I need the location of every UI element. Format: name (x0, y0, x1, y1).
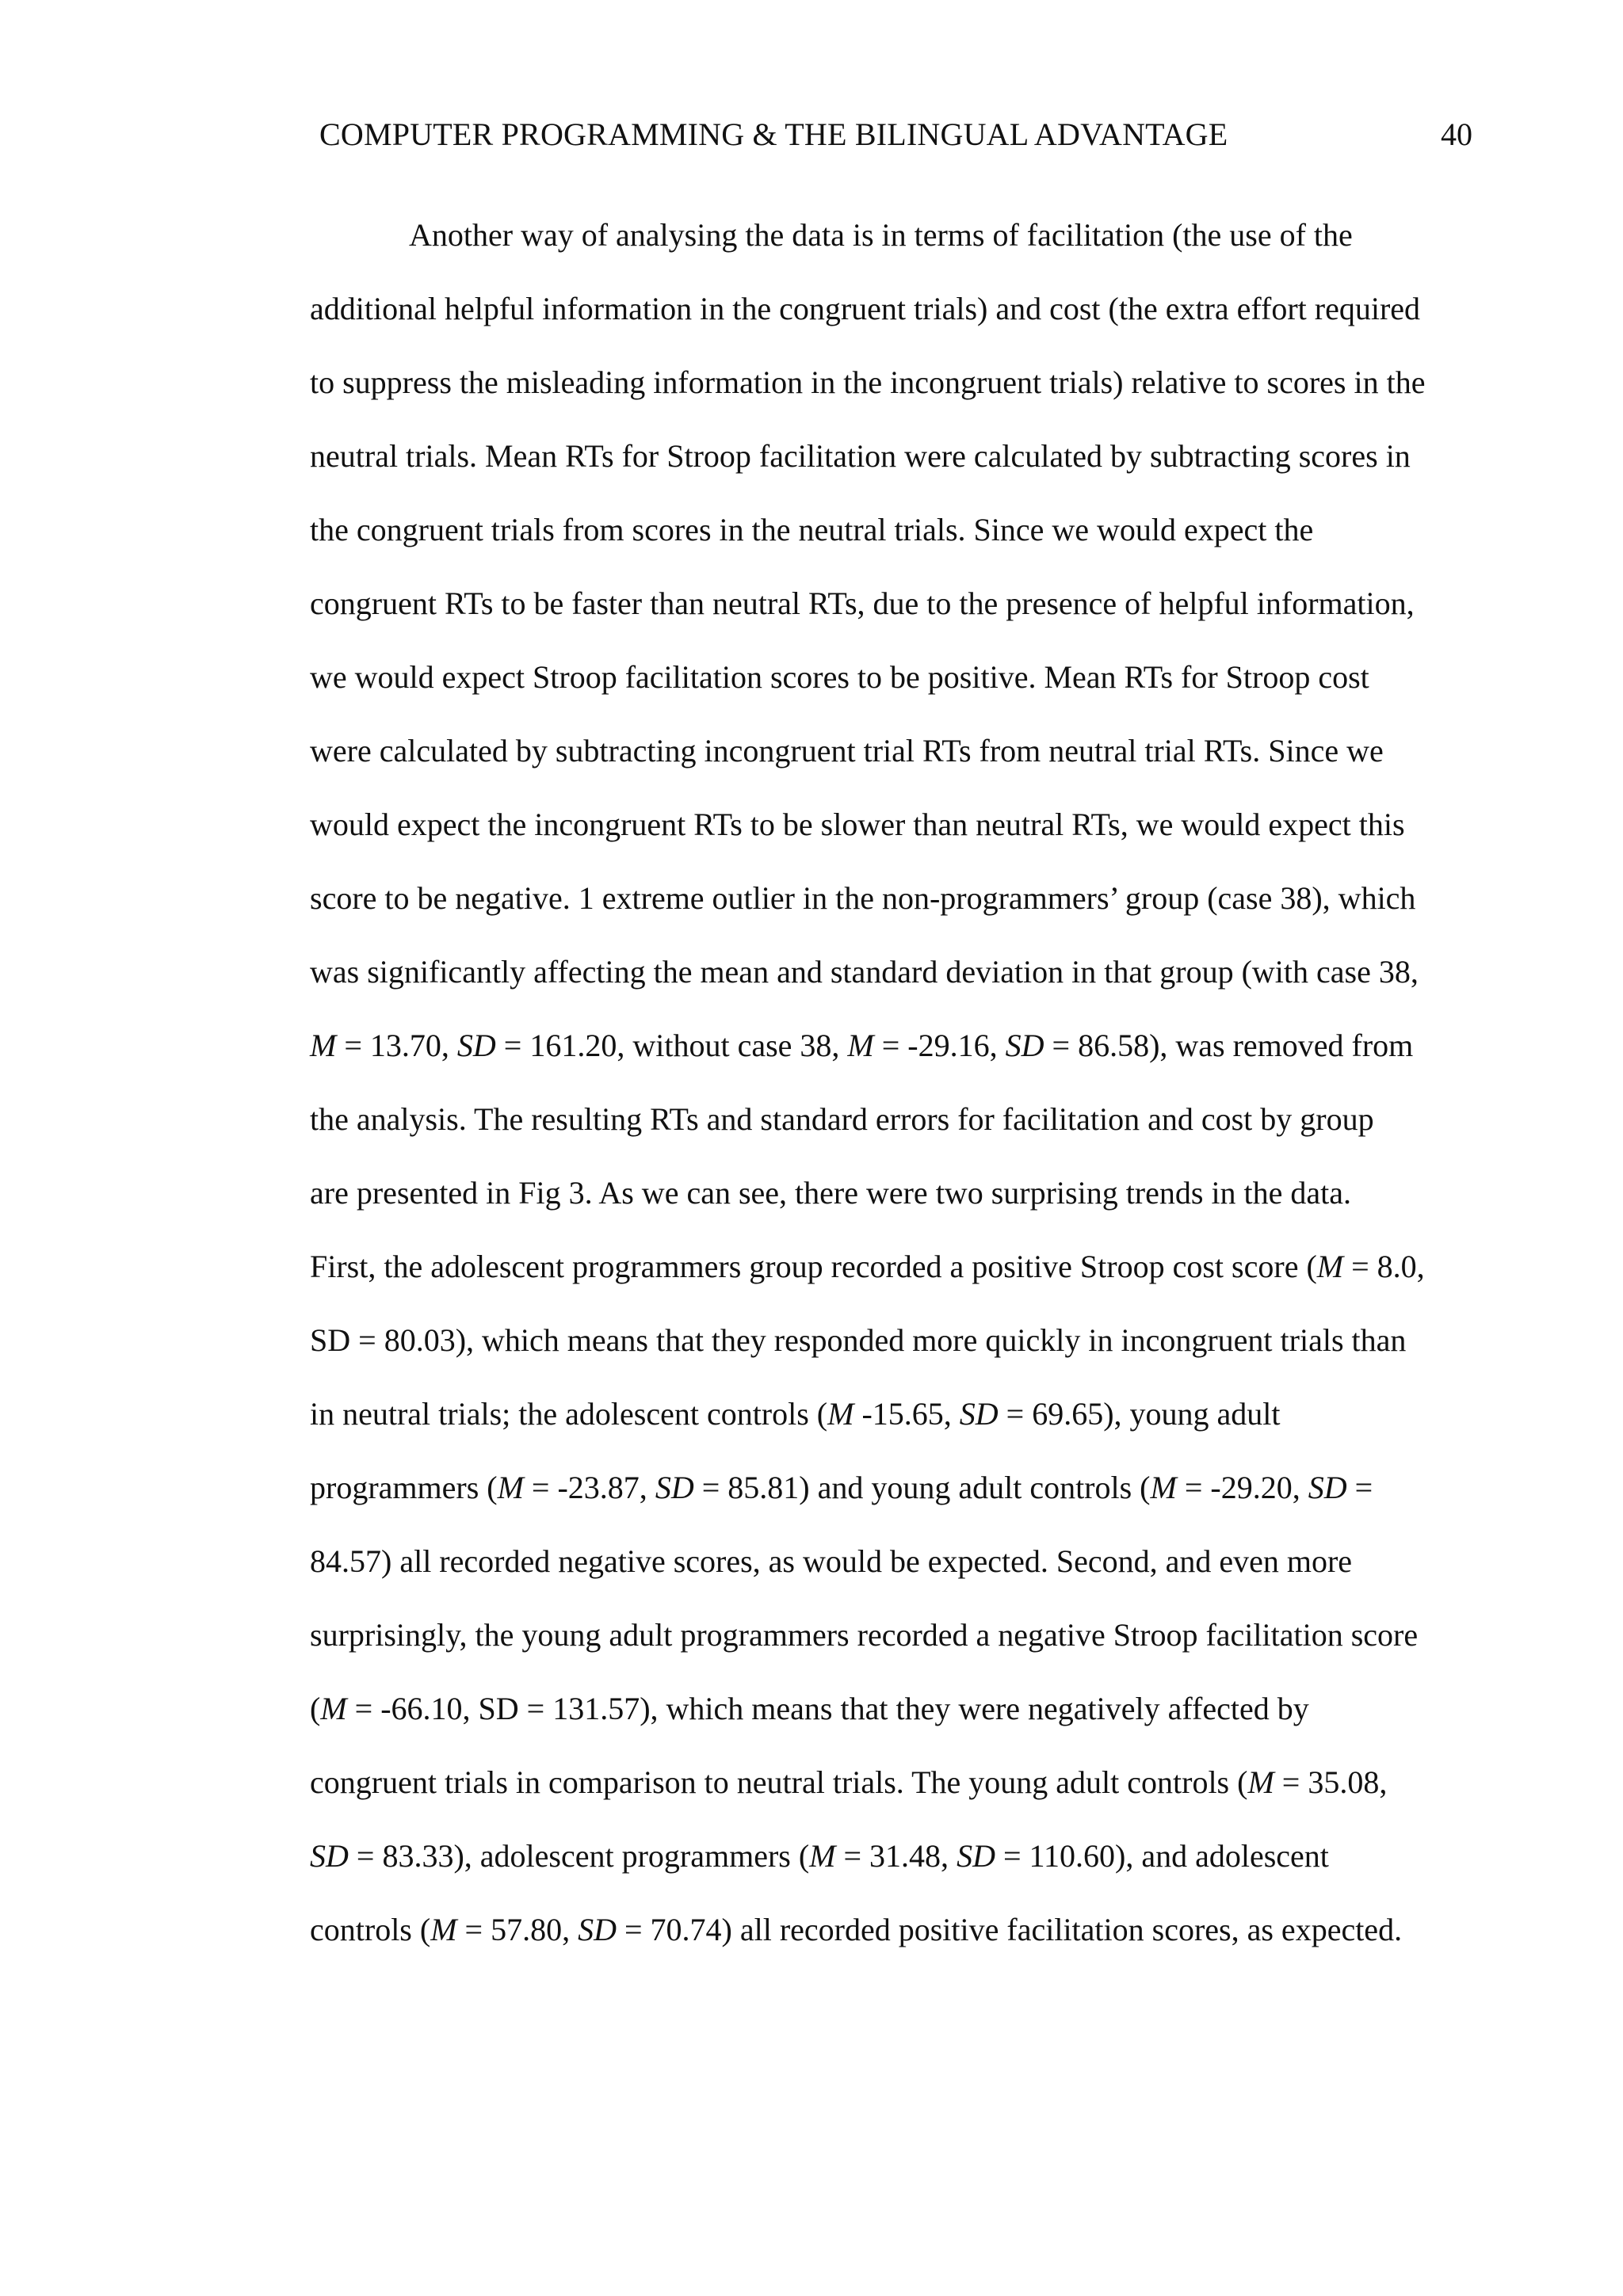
italic-symbol: SD (959, 1396, 999, 1432)
text-line (310, 212, 1473, 285)
running-head: COMPUTER PROGRAMMING & THE BILINGUAL ADVANTAGE (319, 116, 1228, 152)
text-run: = 31.48, (835, 1838, 957, 1874)
text-line (310, 1759, 1473, 1833)
text-run: = -29.16, (873, 1028, 1006, 1063)
text-run: = -29.20, (1176, 1470, 1308, 1505)
italic-symbol: M (310, 1028, 337, 1063)
text-line (310, 285, 1473, 359)
text-run: = 85.81) and young adult controls ( (693, 1470, 1151, 1505)
text-line (310, 1464, 1473, 1538)
text-run: are presented in Fig 3. As we can see, there were two surprising trends in the data. (310, 1175, 1352, 1211)
text-line (310, 654, 1473, 727)
text-line (310, 1906, 1473, 1980)
page-number: 40 (1441, 116, 1472, 152)
italic-symbol: M (320, 1691, 347, 1726)
italic-symbol: M (1150, 1470, 1177, 1505)
text-run: SD = 80.03), which means that they responded more quickly in incongruent trials than (310, 1322, 1407, 1358)
text-run: score to be negative. 1 extreme outlier in the non-programmers’ group (case 38), which (310, 880, 1416, 916)
text-run: to suppress the misleading information in the incongruent trials) relative to scores in the (310, 364, 1426, 400)
text-run: = 86.58), was removed from (1044, 1028, 1414, 1063)
text-run: were calculated by subtracting incongruent trial RTs from neutral trial RTs. Since we (310, 733, 1384, 769)
text-run: First, the adolescent programmers group recorded a positive Stroop cost score ( (310, 1249, 1317, 1284)
text-run: = 57.80, (456, 1912, 579, 1947)
text-run: surprisingly, the young adult programmers recorded a negative Stroop facilitation score (310, 1617, 1419, 1653)
text-line (310, 1169, 1473, 1243)
text-run: = -66.10, SD = 131.57), which means that they were negatively affected by (346, 1691, 1309, 1726)
text-run: = 161.20, without case 38, (495, 1028, 848, 1063)
text-run: = 83.33), adolescent programmers ( (348, 1838, 810, 1874)
text-run: was significantly affecting the mean and standard deviation in that group (with case 38, (310, 954, 1419, 990)
italic-symbol: M (497, 1470, 524, 1505)
text-run: programmers ( (310, 1470, 498, 1505)
text-run: congruent RTs to be faster than neutral RTs, due to the presence of helpful information, (310, 585, 1415, 621)
text-run: Another way of analysing the data is in terms of facilitation (the use of the (409, 217, 1353, 253)
text-line (310, 1538, 1473, 1611)
text-line (310, 1022, 1473, 1096)
text-run: = 13.70, (336, 1028, 457, 1063)
text-run: = 35.08, (1274, 1764, 1388, 1800)
text-line (310, 1243, 1473, 1317)
text-line (310, 1390, 1473, 1464)
text-run: congruent trials in comparison to neutral trials. The young adult controls ( (310, 1764, 1248, 1800)
text-run: = 70.74) all recorded positive facilitation scores, as expected. (616, 1912, 1403, 1947)
text-run: the analysis. The resulting RTs and standard errors for facilitation and cost by group (310, 1101, 1374, 1137)
text-run: = -23.87, (523, 1470, 655, 1505)
italic-symbol: SD (578, 1912, 617, 1947)
text-line (310, 1833, 1473, 1906)
text-line (310, 948, 1473, 1022)
text-line (310, 1317, 1473, 1390)
body-paragraph (310, 212, 1473, 1980)
text-run: the congruent trials from scores in the neutral trials. Since we would expect the (310, 512, 1314, 547)
text-line (310, 1096, 1473, 1169)
italic-symbol: SD (310, 1838, 349, 1874)
text-line (310, 359, 1473, 433)
text-run: -15.65, (854, 1396, 960, 1432)
text-line (310, 433, 1473, 506)
text-line (310, 801, 1473, 875)
text-run: additional helpful information in the congruent trials) and cost (the extra effort required (310, 291, 1421, 326)
text-run: in neutral trials; the adolescent controls ( (310, 1396, 828, 1432)
italic-symbol: SD (1005, 1028, 1044, 1063)
italic-symbol: M (809, 1838, 836, 1874)
text-run: we would expect Stroop facilitation scores to be positive. Mean RTs for Stroop cost (310, 659, 1369, 695)
text-line (310, 580, 1473, 654)
text-run: 84.57) all recorded negative scores, as would be expected. Second, and even more (310, 1543, 1353, 1579)
text-run: neutral trials. Mean RTs for Stroop facilitation were calculated by subtracting scores in (310, 438, 1411, 474)
text-run: = 69.65), young adult (998, 1396, 1281, 1432)
text-line (310, 1685, 1473, 1759)
text-run: = 110.60), and adolescent (995, 1838, 1329, 1874)
text-line (310, 875, 1473, 948)
italic-symbol: SD (456, 1028, 496, 1063)
text-line (310, 506, 1473, 580)
italic-symbol: M (827, 1396, 854, 1432)
text-run: controls ( (310, 1912, 431, 1947)
text-run: = 8.0, (1343, 1249, 1425, 1284)
text-run: would expect the incongruent RTs to be slower than neutral RTs, we would expect this (310, 807, 1405, 842)
italic-symbol: SD (1308, 1470, 1347, 1505)
text-line (310, 1611, 1473, 1685)
italic-symbol: SD (655, 1470, 694, 1505)
text-run: ( (310, 1691, 321, 1726)
italic-symbol: SD (957, 1838, 995, 1874)
italic-symbol: M (1316, 1249, 1344, 1284)
italic-symbol: M (430, 1912, 457, 1947)
italic-symbol: M (847, 1028, 874, 1063)
text-line (310, 727, 1473, 801)
italic-symbol: M (1247, 1764, 1274, 1800)
text-run: = (1346, 1470, 1373, 1505)
